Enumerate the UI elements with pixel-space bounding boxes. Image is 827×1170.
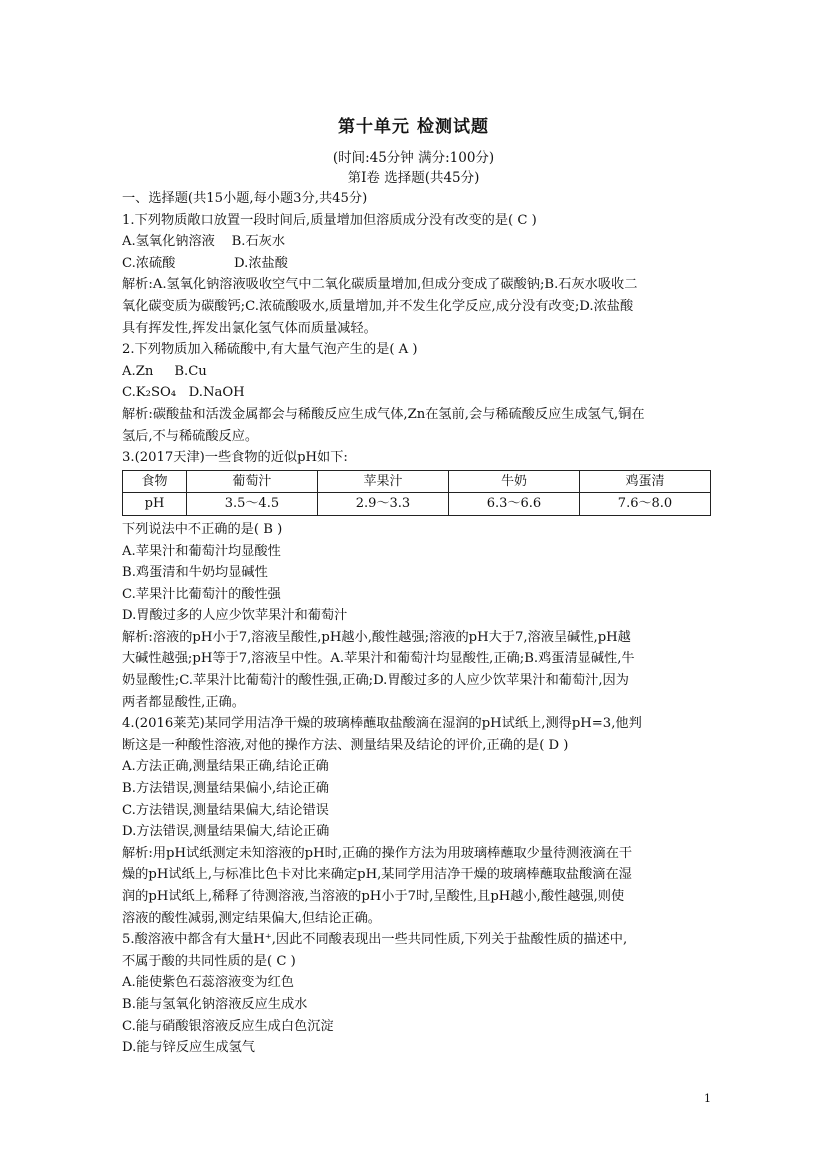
q3-option: A.苹果汁和葡萄汁均显酸性 — [122, 543, 281, 559]
q3-option: D.胃酸过多的人应少饮苹果汁和葡萄汁 — [122, 608, 348, 624]
q4-stem-line: 断这是一种酸性溶液,对他的操作方法、测量结果及结论的评价,正确的是( D ) — [122, 737, 569, 753]
section-heading: 一、选择题(共15小题,每小题3分,共45分) — [122, 191, 368, 206]
q3-option: B.鸡蛋清和牛奶均显碱性 — [122, 565, 268, 581]
q4-analysis-line: 润的pH试纸上,稀释了待测溶液,当溶液的pH小于7时,呈酸性,且pH越小,酸性越强,则使 — [122, 889, 625, 904]
q3-option: C.苹果汁比葡萄汁的酸性强 — [122, 586, 281, 602]
q1-stem: 1.下列物质敞口放置一段时间后,质量增加但溶质成分没有改变的是( C ) — [122, 212, 537, 228]
q2-options-ab: A.Zn B.Cu — [122, 363, 207, 379]
q1-options-cd: C.浓硫酸 D.浓盐酸 — [122, 255, 288, 271]
q4-analysis-line: 溶液的酸性减弱,测定结果偏大,但结论正确。 — [122, 910, 381, 926]
q4-stem-line: 4.(2016莱芜)某同学用洁净干燥的玻璃棒蘸取盐酸滴在湿润的pH试纸上,测得pH=3,他判 — [122, 716, 642, 732]
q5-option: A.能使紫色石蕊溶液变为红色 — [122, 975, 294, 991]
q4-option: C.方法错误,测量结果偏大,结论错误 — [122, 802, 329, 818]
table-cell: pH — [123, 493, 187, 516]
q3-analysis-line: 大碱性越强;pH等于7,溶液呈中性。A.苹果汁和葡萄汁均显酸性,正确;B.鸡蛋清显碱性,牛 — [122, 651, 635, 667]
time-info: (时间:45分钟 满分:100分) — [332, 150, 495, 166]
q5-stem-line: 不属于酸的共同性质的是( C ) — [122, 953, 296, 969]
q3-analysis-line: 两者都显酸性,正确。 — [122, 694, 245, 710]
table-header-cell: 牛奶 — [448, 470, 579, 493]
q4-option: B.方法错误,测量结果偏小,结论正确 — [122, 781, 329, 797]
q3-analysis-line: 解析:溶液的pH小于7,溶液呈酸性,pH越小,酸性越强;溶液的pH大于7,溶液呈碱性,pH越 — [122, 629, 631, 645]
volume-heading: 第Ⅰ卷 选择题(共45分) — [347, 170, 480, 186]
q5-option: B.能与氢氧化钠溶液反应生成水 — [122, 996, 308, 1012]
q3-analysis-line: 奶显酸性;C.苹果汁比葡萄汁的酸性强,正确;D.胃酸过多的人应少饮苹果汁和葡萄汁,因为 — [122, 673, 629, 689]
q5-option: D.能与锌反应生成氢气 — [122, 1040, 255, 1056]
q1-analysis-line: 氧化碳变质为碳酸钙;C.浓硫酸吸水,质量增加,并不发生化学反应,成分没有改变;D.浓盐酸 — [122, 298, 634, 314]
table-header-cell: 葡萄汁 — [186, 470, 317, 493]
ph-table-value-row — [123, 493, 711, 516]
q4-analysis-line: 解析:用pH试纸测定未知溶液的pH时,正确的操作方法为用玻璃棒蘸取少量待测液滴在干 — [122, 845, 633, 861]
q4-option: D.方法错误,测量结果偏大,结论正确 — [122, 824, 330, 840]
table-header-cell: 苹果汁 — [317, 470, 448, 493]
q1-analysis-line: 解析:A.氢氧化钠溶液吸收空气中二氧化碳质量增加,但成分变成了碳酸钠;B.石灰水吸收二 — [122, 277, 638, 293]
document-title: 第十单元 检测试题 — [338, 117, 489, 137]
table-cell: 3.5～4.5 — [186, 493, 317, 516]
q2-analysis-line: 氢后,不与稀硫酸反应。 — [122, 428, 259, 444]
q1-analysis-line: 具有挥发性,挥发出氯化氢气体而质量减轻。 — [122, 320, 377, 336]
ph-table — [122, 470, 711, 516]
q4-analysis-line: 燥的pH试纸上,与标准比色卡对比来确定pH,某同学用洁净干燥的玻璃棒蘸取盐酸滴在湿 — [122, 867, 632, 883]
table-header-cell: 食物 — [123, 470, 187, 493]
q5-stem-line: 5.酸溶液中都含有大量H⁺,因此不同酸表现出一些共同性质,下列关于盐酸性质的描述中, — [122, 932, 628, 948]
q2-analysis-line: 解析:碳酸盐和活泼金属都会与稀酸反应生成气体,Zn在氢前,会与稀硫酸反应生成氢气,铜在 — [122, 406, 645, 422]
table-cell: 2.9～3.3 — [317, 493, 448, 516]
q3-question: 下列说法中不正确的是( B ) — [122, 521, 283, 537]
table-cell: 7.6～8.0 — [579, 493, 710, 516]
q4-option: A.方法正确,测量结果正确,结论正确 — [122, 759, 329, 775]
question-content — [122, 188, 712, 1059]
q3-stem: 3.(2017天津)一些食物的近似pH如下: — [122, 450, 348, 466]
q5-option: C.能与硝酸银溶液反应生成白色沉淀 — [122, 1018, 334, 1034]
q2-stem: 2.下列物质加入稀硫酸中,有大量气泡产生的是( A ) — [122, 342, 418, 358]
table-cell: 6.3～6.6 — [448, 493, 579, 516]
ph-table-header-row — [123, 470, 711, 493]
q1-options-ab: A.氢氧化钠溶液 B.石灰水 — [122, 234, 286, 250]
q2-options-cd: C.K₂SO₄ D.NaOH — [122, 385, 245, 401]
page-number: 1 — [704, 1092, 711, 1105]
table-header-cell: 鸡蛋清 — [579, 470, 710, 493]
